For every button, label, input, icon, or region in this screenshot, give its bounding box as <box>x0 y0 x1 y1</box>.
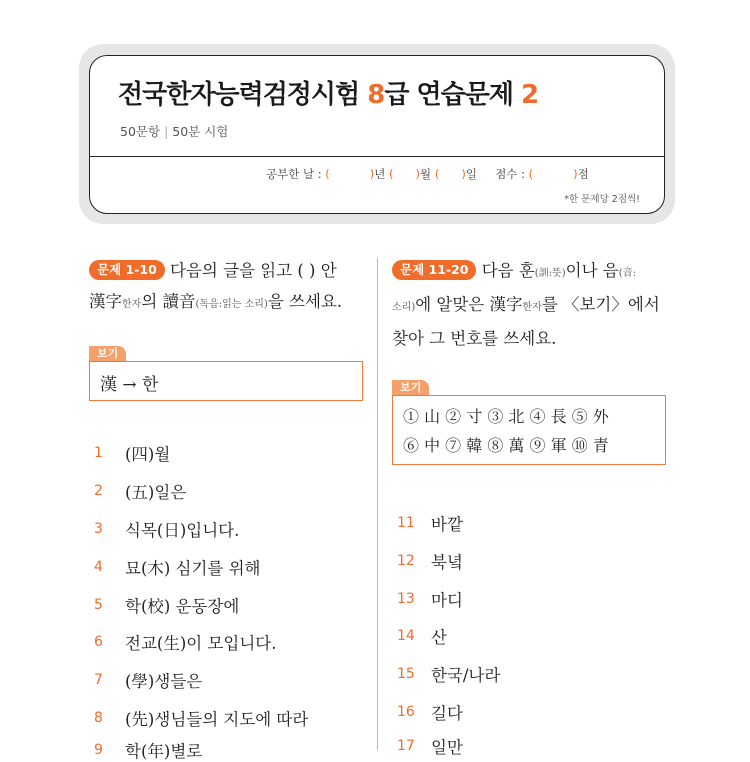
left-example-box <box>89 346 363 401</box>
left-instr-end: 을 쓰세요. <box>267 292 343 311</box>
right-instr-sori: 소리) <box>392 302 416 313</box>
day-paren-close: ) <box>461 167 466 181</box>
right-instr-eum: 이나 음 <box>565 261 619 280</box>
year-paren-open: ( <box>325 167 330 181</box>
question-14: 14 산 <box>397 628 447 647</box>
question-count: 50문항 <box>120 124 161 139</box>
choice-row-2: ⑥ 中 ⑦ 韓 ⑧ 萬 ⑨ 軍 ⑩ 青 <box>403 436 609 455</box>
score-paren-open: ( <box>528 167 534 181</box>
question-13: 13 마디 <box>397 591 463 610</box>
right-instr-eum-gloss: (音: <box>618 268 636 279</box>
right-instr-hun-gloss: (訓:뜻) <box>534 268 566 279</box>
question-4: 4 묘(木) 심기를 위해 <box>94 559 261 578</box>
left-example-label: 보기 <box>89 346 126 361</box>
question-9: 9 학(年)별로 <box>94 742 203 761</box>
question-16: 16 길다 <box>397 704 463 723</box>
column-divider <box>377 258 378 750</box>
question-15: 15 한국/나라 <box>397 666 501 685</box>
day-label: 일 <box>465 167 477 181</box>
year-label: 년 <box>374 167 386 181</box>
choice-row-1: ① 山 ② 寸 ③ 北 ④ 長 ⑤ 外 <box>403 407 609 426</box>
year-paren-close: ) <box>369 167 375 181</box>
question-2: 2 (五)일은 <box>94 483 187 502</box>
score-label: 점수 : <box>495 167 525 181</box>
question-3: 3 식목(日)입니다. <box>94 521 240 540</box>
header-card <box>89 55 665 214</box>
left-instr-hanja-gloss: 한자 <box>122 299 142 310</box>
left-instr-hanja: 漢字 <box>89 292 122 311</box>
right-example-label: 보기 <box>392 380 429 395</box>
question-7: 7 (學)생들은 <box>94 672 203 691</box>
question-17: 17 일만 <box>397 738 463 757</box>
title-mid: 급 연습문제 <box>384 80 521 110</box>
scoring-note: *한 문제당 2점씩! <box>564 194 640 205</box>
month-paren-close: ) <box>415 167 421 181</box>
study-day-label: 공부한 날 : <box>266 167 322 181</box>
right-instr-hun: 다음 훈 <box>481 261 535 280</box>
right-instr-hanja-gloss: 한자 <box>522 302 542 313</box>
points-label: 점 <box>577 167 589 181</box>
left-instruction-line1: 다음의 글을 읽고 ( ) 안 <box>170 261 337 280</box>
left-problem-badge: 문제 1-10 <box>89 260 165 280</box>
title-main: 전국한자능력검정시험 <box>118 80 368 110</box>
month-label: 월 <box>420 167 432 181</box>
question-12: 12 북녘 <box>397 553 463 572</box>
exam-info <box>120 122 228 140</box>
right-example-box <box>392 380 666 465</box>
month-paren-open: ( <box>389 167 394 181</box>
question-8: 8 (先)생님들의 지도에 따라 <box>94 710 309 729</box>
example-text: 漢 → 한 <box>100 375 159 395</box>
right-instruction <box>392 255 668 354</box>
left-instr-dokeum-gloss: (독음:읽는 소리) <box>195 299 268 310</box>
header-divider <box>90 156 664 157</box>
page-title <box>118 74 538 111</box>
left-instr-dokeum: 의 讀音 <box>141 292 196 311</box>
score-paren-close: ) <box>573 167 578 181</box>
right-example-content <box>392 395 666 465</box>
right-problem-badge: 문제 11-20 <box>392 260 476 280</box>
left-example-content <box>89 361 363 401</box>
day-paren-open: ( <box>434 167 440 181</box>
study-record <box>266 166 589 182</box>
question-1: 1 (四)월 <box>94 445 171 464</box>
question-5: 5 학(校) 운동장에 <box>94 597 240 616</box>
question-6: 6 전교(生)이 모입니다. <box>94 634 277 653</box>
info-separator: | <box>164 124 169 139</box>
question-11: 11 바깥 <box>397 515 463 534</box>
right-instr-hanja: 에 알맞은 漢字 <box>415 295 523 314</box>
title-set-number: 2 <box>521 80 539 110</box>
right-instr-bogi-ref: 를 〈보기〉에서 <box>541 295 660 314</box>
exam-duration: 50분 시험 <box>172 124 229 139</box>
title-grade: 8 <box>367 80 385 110</box>
left-instruction <box>89 255 371 320</box>
right-instruction-line3: 찾아 그 번호를 쓰세요. <box>392 329 557 348</box>
